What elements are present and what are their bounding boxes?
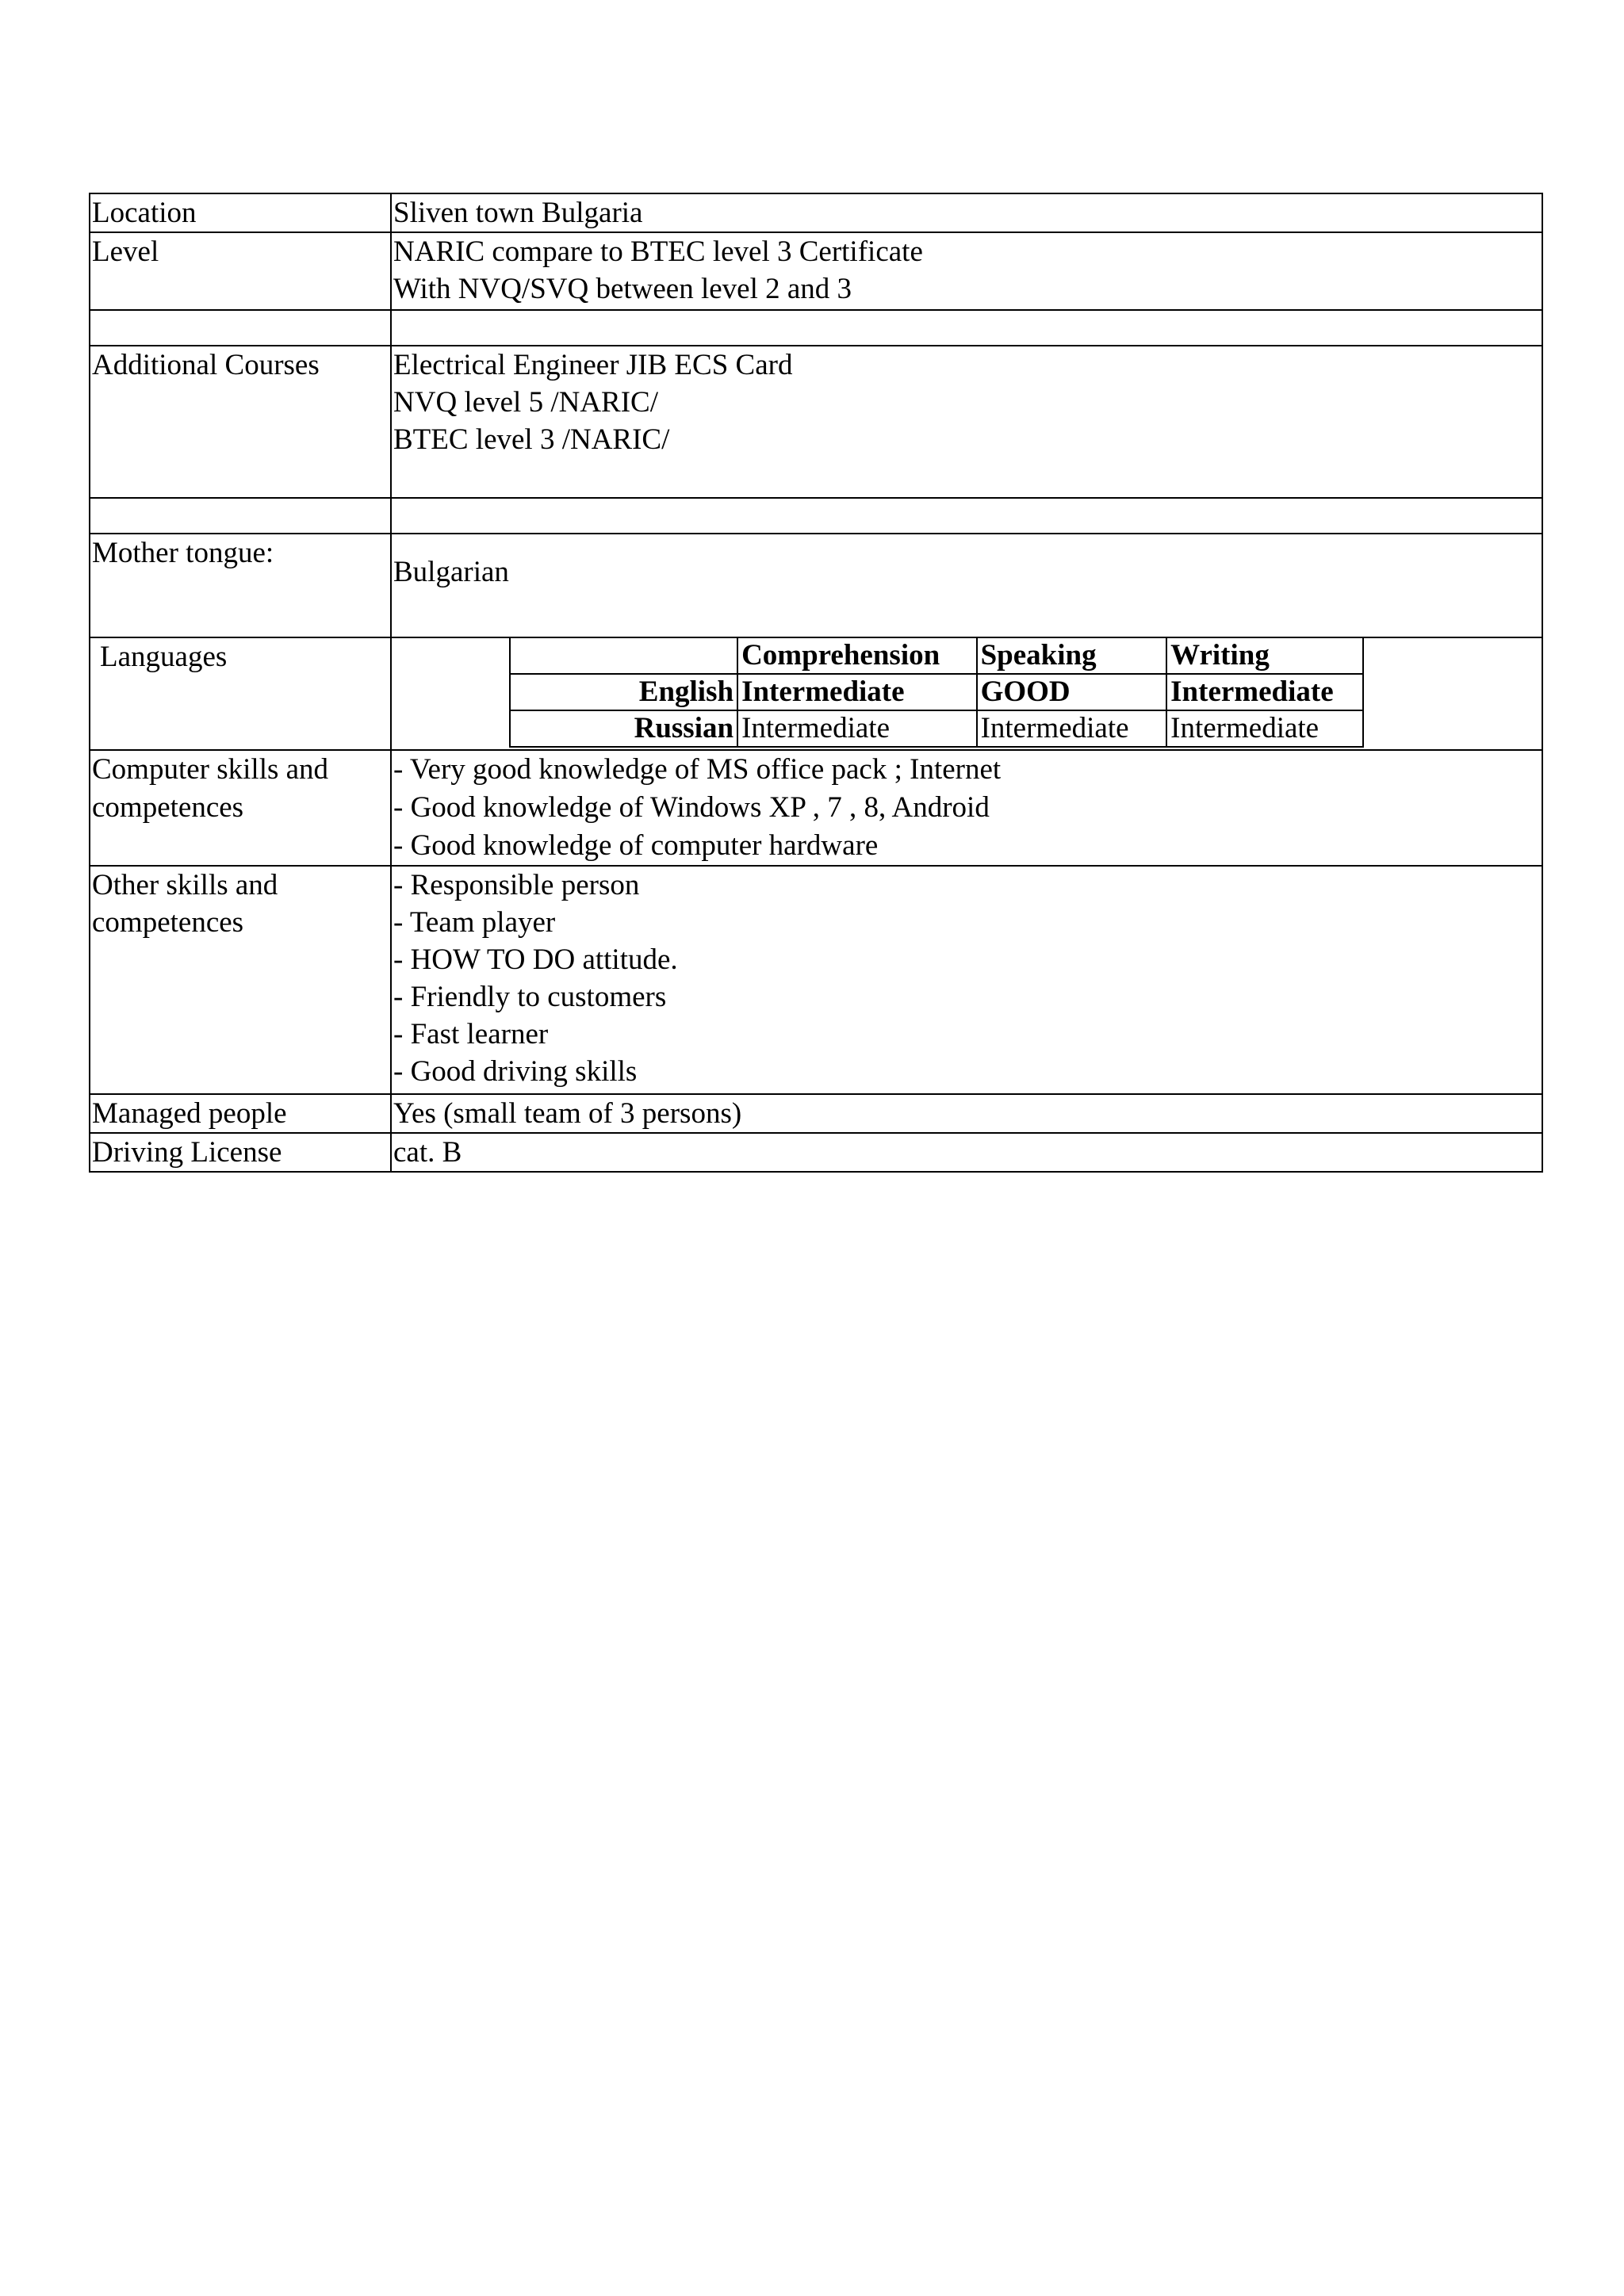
managed-people-value: Yes (small team of 3 persons)	[391, 1094, 1542, 1133]
driving-license-label: Driving License	[90, 1133, 391, 1172]
languages-header-row	[510, 637, 1363, 674]
mother-tongue-value: Bulgarian	[391, 534, 1542, 637]
skill-line: - Friendly to customers	[393, 981, 667, 1013]
writing-level: Intermediate	[1166, 710, 1363, 747]
level-value	[391, 232, 1542, 310]
row-driving-license	[90, 1133, 1542, 1172]
languages-table	[509, 637, 1364, 748]
language-name: Russian	[510, 710, 737, 747]
other-skills-label	[90, 866, 391, 1094]
skill-line: - Good knowledge of computer hardware	[393, 829, 879, 862]
language-row-russian	[510, 710, 1363, 747]
comprehension-level: Intermediate	[737, 674, 977, 710]
label-line: competences	[92, 791, 244, 824]
course-line: NVQ level 5 /NARIC/	[393, 386, 658, 419]
course-line: BTEC level 3 /NARIC/	[393, 423, 670, 456]
row-blank	[90, 310, 1542, 346]
skill-line: - Good driving skills	[393, 1055, 638, 1088]
driving-license-value: cat. B	[391, 1133, 1542, 1172]
header-speaking: Speaking	[977, 637, 1167, 674]
row-blank	[90, 498, 1542, 534]
speaking-level: Intermediate	[977, 710, 1167, 747]
row-computer-skills	[90, 750, 1542, 866]
language-name: English	[510, 674, 737, 710]
languages-cell	[391, 637, 1542, 750]
additional-courses-label: Additional Courses	[90, 346, 391, 498]
label-line: Other skills and	[92, 869, 278, 901]
cv-details-table	[89, 193, 1543, 1173]
comprehension-level: Intermediate	[737, 710, 977, 747]
blank-cell	[90, 310, 391, 346]
blank-cell	[391, 310, 1542, 346]
computer-skills-value	[391, 750, 1542, 866]
other-skills-value	[391, 866, 1542, 1094]
languages-header-blank	[510, 637, 737, 674]
skill-line: - Fast learner	[393, 1018, 549, 1050]
row-additional-courses	[90, 346, 1542, 498]
label-line: competences	[92, 906, 244, 939]
skill-line: - Team player	[393, 906, 556, 939]
speaking-level: GOOD	[977, 674, 1167, 710]
header-comprehension: Comprehension	[737, 637, 977, 674]
computer-skills-label	[90, 750, 391, 866]
language-row-english	[510, 674, 1363, 710]
level-label: Level	[90, 232, 391, 310]
skill-line: - HOW TO DO attitude.	[393, 943, 678, 976]
label-line: Computer skills and	[92, 753, 329, 786]
blank-cell	[391, 498, 1542, 534]
row-languages	[90, 637, 1542, 750]
skill-line: - Good knowledge of Windows XP , 7 , 8, Android	[393, 791, 990, 824]
row-mother-tongue	[90, 534, 1542, 637]
skill-line: - Responsible person	[393, 869, 640, 901]
writing-level: Intermediate	[1166, 674, 1363, 710]
managed-people-label: Managed people	[90, 1094, 391, 1133]
skill-line: - Very good knowledge of MS office pack ; Internet	[393, 753, 1002, 786]
row-managed-people	[90, 1094, 1542, 1133]
location-label: Location	[90, 193, 391, 232]
mother-tongue-label: Mother tongue:	[90, 534, 391, 637]
row-level	[90, 232, 1542, 310]
languages-label: Languages	[90, 637, 391, 750]
row-location	[90, 193, 1542, 232]
row-other-skills	[90, 866, 1542, 1094]
location-value: Sliven town Bulgaria	[391, 193, 1542, 232]
blank-cell	[90, 498, 391, 534]
additional-courses-value	[391, 346, 1542, 498]
header-writing: Writing	[1166, 637, 1363, 674]
course-line: Electrical Engineer JIB ECS Card	[393, 349, 793, 381]
level-line: With NVQ/SVQ between level 2 and 3	[393, 273, 852, 305]
level-line: NARIC compare to BTEC level 3 Certificate	[393, 235, 923, 268]
